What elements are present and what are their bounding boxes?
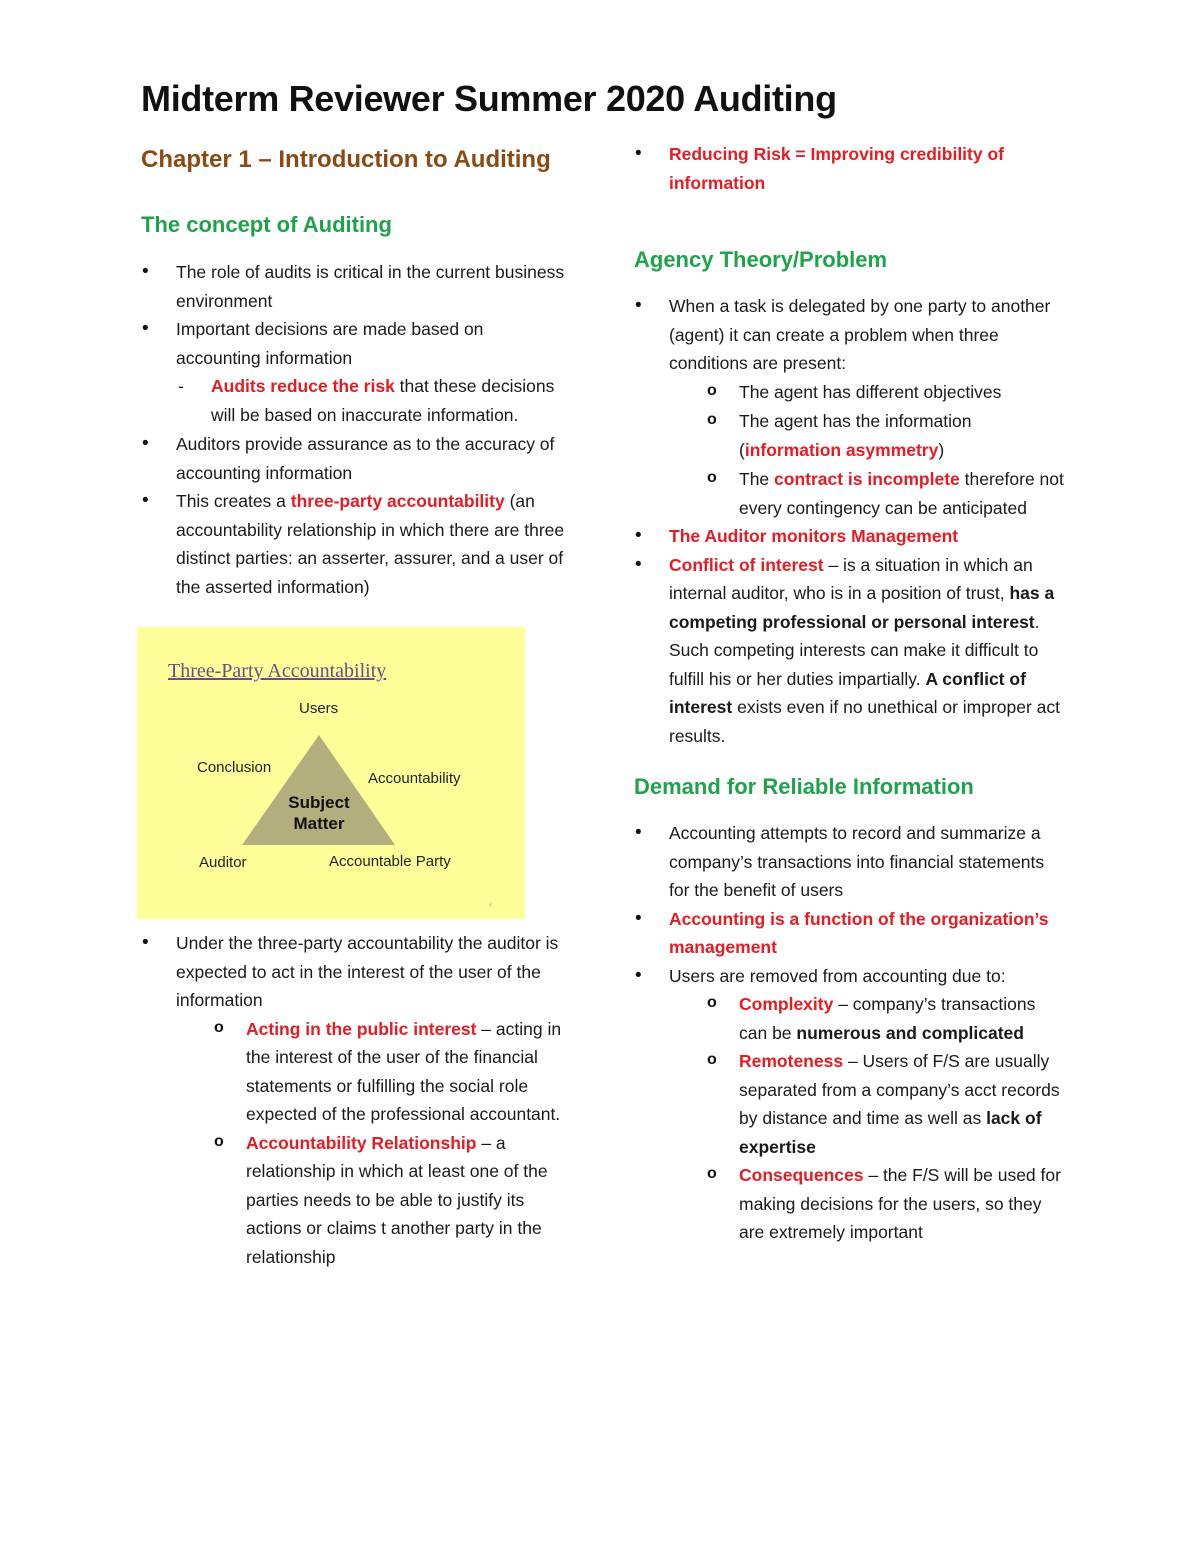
- sub-list: [704, 378, 1064, 523]
- list-item: o The contract is incomplete therefore not every contingency can be anticipated: [704, 465, 1064, 522]
- list-item: • Users are removed from accounting due to: o Complexity – company’s transactions can be numerous and complicated o Remoteness – Users of F/S are usually separated from a company’s acct records by distance and time as well as lack of expertise o Consequences – the F/S will be used for making decisions for the users, so they are extremely important: [634, 962, 1064, 1247]
- list-item: • Under the three-party accountability the auditor is expected to act in the interest of the user of the information o Acting in the public interest – acting in the interest of the user of the financial statements or fulfilling the social role expected of the professional accountant. o Accountability Relationship – a relationship in which at least one of the parties needs to be able to justify its actions or claims t another party in the relationship: [141, 929, 571, 1271]
- list-item: o Remoteness – Users of F/S are usually separated from a company’s acct records by distance and time as well as lack of expertise: [704, 1047, 1064, 1161]
- list-item: • When a task is delegated by one party to another (agent) it can create a problem when three conditions are present: o The agent has different objectives o The agent has the information (information asymmetry) o The contract is incomplete therefore not every contingency can be anticipated: [634, 292, 1064, 522]
- risk-list: [634, 140, 1064, 197]
- page-title: Midterm Reviewer Summer 2020 Auditing: [141, 78, 837, 119]
- left-column: [141, 140, 571, 1271]
- list-item: • Accounting attempts to record and summarize a company’s transactions into financial statements for the benefit of users: [634, 819, 1064, 905]
- slide-mark: ‹: [489, 899, 492, 909]
- list-item: • Conflict of interest – is a situation in which an internal auditor, who is in a position of trust, has a competing professional or personal interest. Such competing interests can make it difficult to fulfill his or her duties impartially. A conflict of interest exists even if no unethical or improper act results.: [634, 551, 1064, 751]
- agency-list: [634, 292, 1064, 750]
- list-item: o The agent has the information (information asymmetry): [704, 407, 1064, 464]
- section-title-demand: Demand for Reliable Information: [634, 774, 974, 799]
- section-title-concept: The concept of Auditing: [141, 212, 392, 237]
- demand-list: [634, 819, 1064, 1247]
- sub-list: [176, 372, 571, 429]
- label-accountability: Accountability: [368, 770, 461, 787]
- accountability-list: [141, 929, 571, 1271]
- list-item: o Acting in the public interest – acting in the interest of the user of the financial statements or fulfilling the social role expected of the professional accountant.: [211, 1015, 571, 1129]
- section-title-agency: Agency Theory/Problem: [634, 247, 888, 272]
- subject-matter-label: Subject Matter: [288, 793, 350, 833]
- list-item: • Auditors provide assurance as to the accuracy of accounting information: [141, 430, 571, 487]
- chapter-title: Chapter 1 – Introduction to Auditing: [141, 146, 551, 173]
- list-item: • Accounting is a function of the organization’s management: [634, 905, 1064, 962]
- list-item: • This creates a three-party accountability (an accountability relationship in which there are three distinct parties: an asserter, assurer, and a user of the asserted information): [141, 487, 571, 601]
- three-party-accountability-figure: [137, 627, 525, 919]
- list-item: - Audits reduce the risk that these decisions will be based on inaccurate information.: [176, 372, 571, 429]
- list-item: • Reducing Risk = Improving credibility of information: [634, 140, 1064, 197]
- list-item: o The agent has different objectives: [704, 378, 1064, 407]
- list-item: • Important decisions are made based on accounting information - Audits reduce the risk that these decisions will be based on inaccurate information.: [141, 315, 571, 429]
- list-item: o Consequences – the F/S will be used for making decisions for the users, so they are extremely important: [704, 1161, 1064, 1247]
- label-auditor: Auditor: [199, 854, 247, 871]
- label-accountable-party: Accountable Party: [329, 853, 451, 870]
- right-column: [634, 140, 1064, 1247]
- list-item: o Accountability Relationship – a relationship in which at least one of the parties needs to be able to justify its actions or claims t another party in the relationship: [211, 1129, 571, 1272]
- label-users: Users: [299, 700, 339, 717]
- list-item: o Complexity – company’s transactions can be numerous and complicated: [704, 990, 1064, 1047]
- figure-title: Three-Party Accountability: [168, 660, 387, 682]
- list-item: • The Auditor monitors Management: [634, 522, 1064, 551]
- sub-list: [704, 990, 1064, 1247]
- label-conclusion: Conclusion: [197, 759, 272, 776]
- sub-list: [211, 1015, 571, 1272]
- list-item: • The role of audits is critical in the current business environment: [141, 258, 571, 315]
- concept-list: [141, 258, 571, 601]
